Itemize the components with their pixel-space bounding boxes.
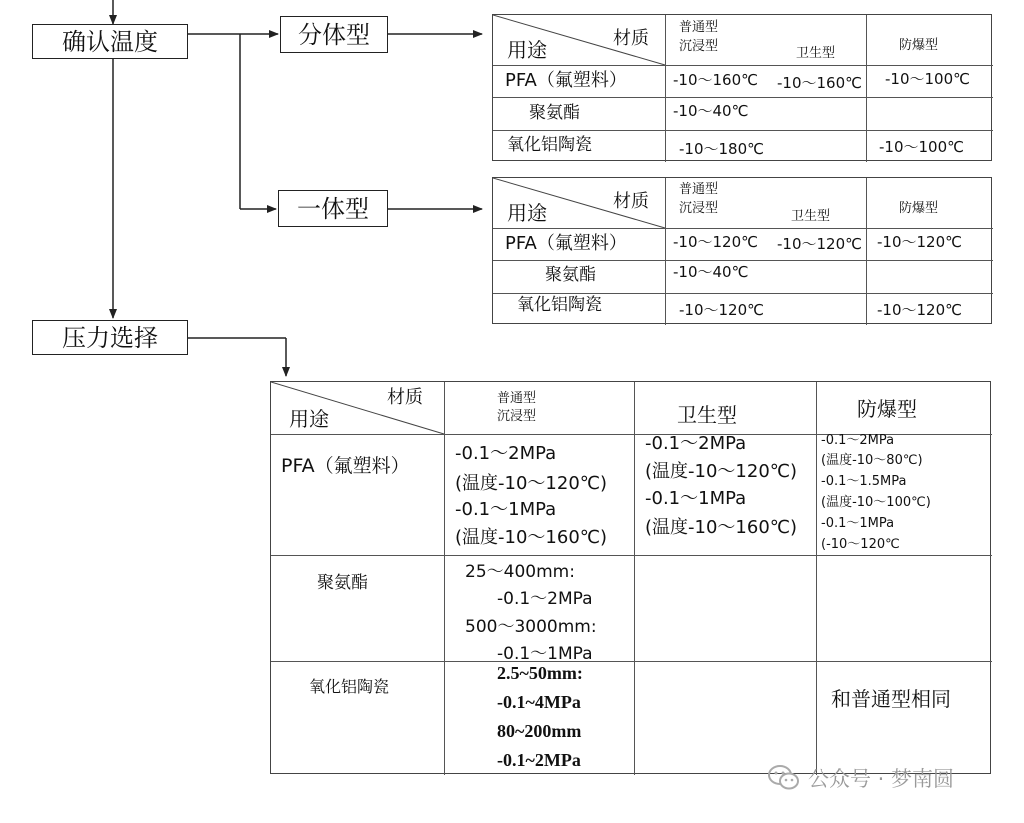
cell-ceramic-explosion: -10～100℃ — [879, 138, 964, 156]
cell-pfa-explosion-6: (-10～120℃ — [821, 537, 900, 552]
row-ceramic-label: 氧化铝陶瓷 — [507, 135, 592, 155]
row-ceramic-label: 氧化铝陶瓷 — [309, 677, 390, 696]
cell-ceramic-normal-2: -0.1~4MPa — [497, 692, 581, 712]
cell-ceramic-normal-3: 80~200mm — [497, 721, 582, 741]
cell-pu-normal-2: -0.1～2MPa — [497, 589, 593, 609]
header-explosion: 防爆型 — [857, 397, 917, 421]
header-sanitary: 卫生型 — [791, 209, 831, 224]
pressure-table — [270, 381, 991, 774]
header-immersion: 沉浸型 — [679, 39, 719, 54]
row-pu-label: 聚氨酯 — [317, 573, 368, 593]
confirm-temperature-label: 确认温度 — [62, 27, 158, 56]
watermark-text: 公众号 · 梦南圆 — [808, 767, 955, 791]
wechat-icon — [768, 764, 800, 792]
header-normal: 普通型 — [679, 182, 719, 197]
integral-type-box — [278, 190, 388, 227]
cell-pfa-sanitary-1: -0.1～2MPa — [645, 433, 747, 454]
cell-pu-normal-1: 25～400mm: — [465, 562, 575, 582]
header-explosion: 防爆型 — [899, 38, 939, 53]
cell-pfa-sanitary: -10～160℃ — [777, 74, 862, 92]
cell-pfa-normal: -10～160℃ — [673, 71, 758, 89]
cell-ceramic-normal: -10～120℃ — [679, 301, 764, 319]
header-normal: 普通型 — [497, 391, 537, 406]
row-pfa-label: PFA（氟塑料） — [505, 233, 627, 254]
cell-pfa-sanitary-2: (温度-10～120℃) — [645, 461, 798, 482]
row-ceramic-label: 氧化铝陶瓷 — [517, 295, 602, 315]
cell-pfa-normal-1: -0.1～2MPa — [455, 443, 557, 464]
header-usage: 用途 — [507, 38, 547, 62]
row-pfa-label: PFA（氟塑料） — [505, 70, 627, 91]
pressure-select-label: 压力选择 — [62, 323, 158, 352]
cell-pfa-explosion-5: -0.1～1MPa — [821, 516, 895, 531]
header-immersion: 沉浸型 — [497, 409, 537, 424]
header-sanitary: 卫生型 — [677, 403, 737, 427]
cell-pu-normal-3: 500～3000mm: — [465, 617, 597, 637]
confirm-temperature-box — [32, 24, 188, 59]
header-material: 材质 — [613, 191, 649, 212]
cell-pu-normal: -10～40℃ — [673, 263, 749, 281]
header-usage: 用途 — [507, 201, 547, 225]
row-pu-label: 聚氨酯 — [545, 265, 596, 285]
split-type-temp-table — [492, 14, 992, 161]
cell-pu-normal-4: -0.1～1MPa — [497, 644, 593, 664]
cell-pfa-sanitary-3: -0.1～1MPa — [645, 488, 747, 509]
cell-ceramic-explosion: 和普通型相同 — [831, 687, 951, 711]
watermark — [768, 763, 954, 793]
cell-pfa-explosion-4: (温度-10～100℃) — [821, 495, 931, 510]
header-explosion: 防爆型 — [899, 201, 939, 216]
cell-pfa-normal-4: (温度-10～160℃) — [455, 527, 608, 548]
cell-pfa-explosion-1: -0.1～2MPa — [821, 433, 895, 448]
cell-pfa-normal: -10～120℃ — [673, 233, 758, 251]
cell-pu-normal: -10～40℃ — [673, 102, 749, 120]
integral-type-label: 一体型 — [297, 194, 369, 223]
integral-type-temp-table — [492, 177, 992, 324]
split-type-label: 分体型 — [298, 20, 370, 49]
header-material: 材质 — [387, 387, 423, 408]
cell-pfa-explosion: -10～100℃ — [885, 70, 970, 88]
pressure-select-box — [32, 320, 188, 355]
header-normal: 普通型 — [679, 20, 719, 35]
cell-pfa-explosion-2: (温度-10～80℃) — [821, 453, 923, 468]
row-pfa-label: PFA（氟塑料） — [281, 455, 410, 477]
cell-ceramic-explosion: -10～120℃ — [877, 301, 962, 319]
header-sanitary: 卫生型 — [796, 46, 836, 61]
header-usage: 用途 — [289, 407, 329, 431]
cell-ceramic-normal: -10～180℃ — [679, 140, 764, 158]
cell-pfa-sanitary-4: (温度-10～160℃) — [645, 517, 798, 538]
cell-pfa-normal-3: -0.1～1MPa — [455, 499, 557, 520]
header-material: 材质 — [613, 28, 649, 49]
row-pu-label: 聚氨酯 — [529, 103, 580, 123]
cell-ceramic-normal-4: -0.1~2MPa — [497, 750, 581, 770]
cell-pfa-explosion-3: -0.1～1.5MPa — [821, 474, 907, 489]
cell-pfa-sanitary: -10～120℃ — [777, 235, 862, 253]
split-type-box — [280, 16, 388, 53]
cell-pfa-normal-2: (温度-10～120℃) — [455, 473, 608, 494]
cell-pfa-explosion: -10～120℃ — [877, 233, 962, 251]
header-immersion: 沉浸型 — [679, 201, 719, 216]
cell-ceramic-normal-1: 2.5~50mm: — [497, 663, 583, 683]
